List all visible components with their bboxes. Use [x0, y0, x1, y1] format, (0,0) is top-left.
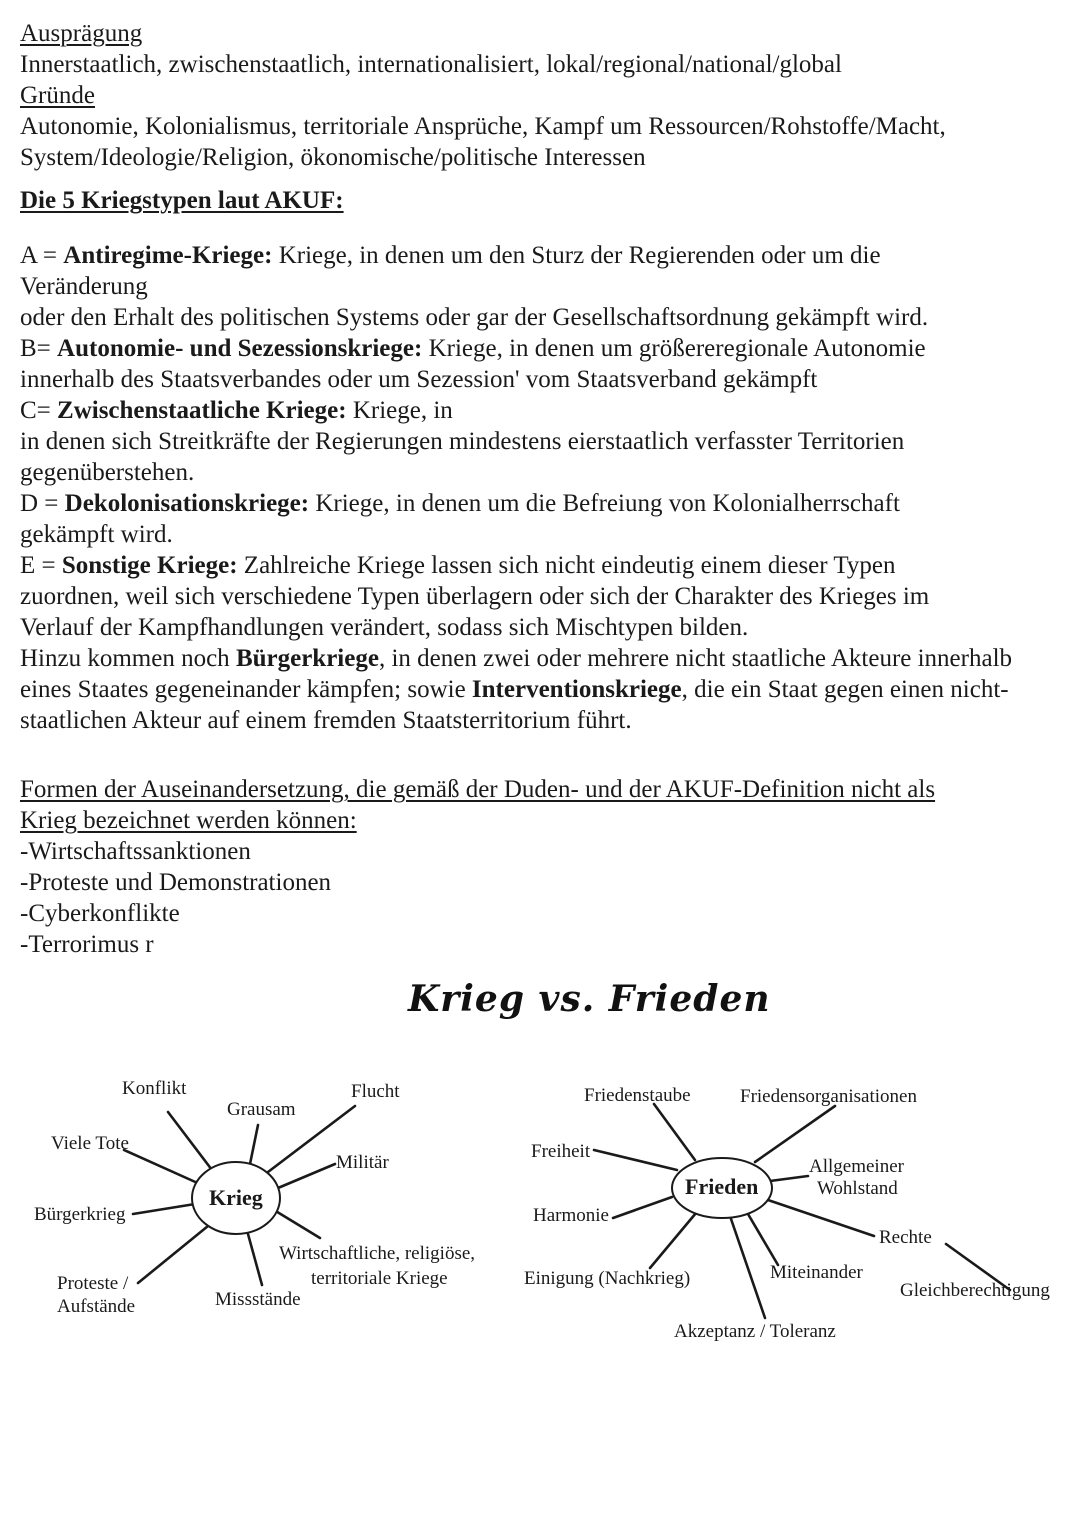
gruende-heading: Gründe	[20, 82, 95, 109]
frieden-label-allgemeiner-2: Wohlstand	[817, 1178, 898, 1199]
type-e-name: Sonstige Kriege:	[61, 552, 238, 579]
type-c-name: Zwischenstaatliche Kriege:	[57, 397, 347, 424]
frieden-spoke-friedensorganisationen	[755, 1106, 835, 1162]
krieg-spoke-viele-tote	[124, 1150, 202, 1185]
krieg-spoke-buergerkrieg	[133, 1204, 195, 1214]
krieg-spoke-proteste	[138, 1226, 208, 1283]
krieg-mindmap	[34, 1078, 475, 1317]
krieg-spoke-wirtschaftlich	[274, 1210, 320, 1238]
type-b-line-2: innerhalb des Staatsverbandes oder um Sezession' vom Staatsverband gekämpft	[20, 366, 818, 393]
gruende-line-1: Autonomie, Kolonialismus, territoriale Ansprüche, Kampf um Ressourcen/Rohstoffe/Macht,	[20, 113, 946, 140]
krieg-label-wirtschaftlich-2: territoriale Kriege	[311, 1268, 448, 1289]
type-a-line-2: Veränderung	[20, 273, 148, 300]
frieden-label-einigung: Einigung (Nachkrieg)	[524, 1268, 691, 1289]
type-d-prefix: D =	[20, 490, 65, 517]
type-a-prefix: A =	[20, 242, 64, 269]
frieden-label-friedenstaube: Friedenstaube	[584, 1085, 691, 1106]
extra-line-3: staatlichen Akteur auf einem fremden Staatsterritorium führt.	[20, 707, 632, 734]
extra-part-2: , in denen zwei oder mehrere nicht staatliche Akteure innerhalb	[378, 645, 1013, 672]
type-e-line-3: Verlauf der Kampfhandlungen verändert, sodass sich Mischtypen bilden.	[20, 614, 749, 641]
krieg-spoke-militaer	[278, 1164, 335, 1188]
type-e-desc-1: Zahlreiche Kriege lassen sich nicht eindeutig einem dieser Typen	[237, 552, 896, 579]
frieden-spoke-friedenstaube	[654, 1104, 695, 1160]
frieden-spoke-freiheit	[594, 1150, 677, 1170]
auspraegung-heading: Ausprägung	[20, 20, 143, 47]
frieden-label-akzeptanz: Akzeptanz / Toleranz	[674, 1321, 836, 1342]
type-c-desc-1: Kriege, in	[346, 397, 453, 424]
type-e-line-2: zuordnen, weil sich verschiedene Typen überlagern oder sich der Charakter des Krieges im	[20, 583, 930, 610]
extra-part-4: , die ein Staat gegen einen nicht-	[681, 676, 1009, 703]
krieg-label-flucht: Flucht	[351, 1081, 400, 1102]
formen-item: -Proteste und Demonstrationen	[20, 869, 332, 896]
frieden-label-friedensorganisationen: Friedensorganisationen	[740, 1086, 917, 1107]
frieden-label-miteinander: Miteinander	[770, 1262, 863, 1283]
krieg-spoke-grausam	[250, 1125, 258, 1164]
formen-item: -Wirtschaftssanktionen	[20, 838, 251, 865]
extra-part-3: eines Staates gegeneinander kämpfen; sowie	[20, 676, 472, 703]
frieden-spoke-einigung	[650, 1213, 696, 1268]
krieg-label-militaer: Militär	[336, 1152, 389, 1173]
type-c-prefix: C=	[20, 397, 58, 424]
type-a-name: Antiregime-Kriege:	[63, 242, 273, 269]
kriegstypen-heading: Die 5 Kriegstypen laut AKUF:	[20, 187, 344, 214]
krieg-label-proteste-1: Proteste /	[57, 1273, 129, 1294]
formen-item: -Cyberkonflikte	[20, 900, 180, 927]
extra-part-1: Hinzu kommen noch	[20, 645, 236, 672]
krieg-center-label: Krieg	[209, 1185, 263, 1210]
frieden-spoke-harmonie	[613, 1197, 672, 1218]
frieden-label-allgemeiner-1: Allgemeiner	[809, 1156, 904, 1177]
frieden-spoke-akzeptanz	[730, 1216, 765, 1318]
frieden-spoke-rechte	[768, 1200, 874, 1236]
type-a-line-3: oder den Erhalt des politischen Systems oder gar der Gesellschaftsordnung gekämpft wird.	[20, 304, 929, 331]
krieg-label-grausam: Grausam	[227, 1099, 296, 1120]
krieg-label-viele-tote: Viele Tote	[51, 1133, 129, 1154]
type-d-name: Dekolonisationskriege:	[64, 490, 310, 517]
krieg-label-buergerkrieg: Bürgerkrieg	[34, 1204, 126, 1225]
frieden-label-harmonie: Harmonie	[533, 1205, 609, 1226]
type-d-line-2: gekämpft wird.	[20, 521, 173, 548]
frieden-mindmap	[524, 1085, 1050, 1342]
krieg-label-proteste-2: Aufstände	[57, 1296, 136, 1317]
frieden-label-rechte: Rechte	[879, 1227, 932, 1248]
formen-heading-line-1: Formen der Auseinandersetzung, die gemäß der Duden- und der AKUF-Definition nicht als	[20, 776, 936, 803]
type-c-line-3: gegenüberstehen.	[20, 459, 195, 486]
krieg-label-missstaende: Missstände	[215, 1289, 301, 1310]
frieden-spoke-miteinander	[748, 1214, 778, 1265]
type-d-desc-1: Kriege, in denen um die Befreiung von Kolonialherrschaft	[309, 490, 900, 517]
frieden-label-gleichberechtigung: Gleichberechtigung	[900, 1280, 1050, 1301]
mindmap-title: Krieg vs. Frieden	[408, 978, 771, 1020]
frieden-center-label: Frieden	[685, 1174, 759, 1199]
krieg-spoke-konflikt	[168, 1112, 212, 1170]
gruende-line-2: System/Ideologie/Religion, ökonomische/politische Interessen	[20, 144, 646, 171]
type-b-desc-1: Kriege, in denen um größereregionale Autonomie	[422, 335, 926, 362]
krieg-label-konflikt: Konflikt	[122, 1078, 187, 1099]
extra-bold-interventionskriege: Interventionskriege	[471, 676, 682, 703]
frieden-spoke-allgemeiner	[770, 1176, 808, 1181]
krieg-label-wirtschaftlich-1: Wirtschaftliche, religiöse,	[279, 1243, 476, 1264]
type-b-prefix: B=	[20, 335, 58, 362]
type-b-name: Autonomie- und Sezessionskriege:	[57, 335, 423, 362]
krieg-spoke-missstaende	[248, 1234, 262, 1285]
formen-item: -Terrorimus r	[20, 931, 154, 958]
type-a-desc-1: Kriege, in denen um den Sturz der Regierenden oder um die	[272, 242, 881, 269]
type-c-line-2: in denen sich Streitkräfte der Regierungen mindestens eierstaatlich verfasster Territorien	[20, 428, 905, 455]
auspraegung-text: Innerstaatlich, zwischenstaatlich, internationalisiert, lokal/regional/national/global	[20, 51, 842, 78]
frieden-label-freiheit: Freiheit	[531, 1141, 591, 1162]
type-e-prefix: E =	[20, 552, 62, 579]
extra-bold-buergerkriege: Bürgerkriege	[235, 645, 379, 672]
formen-heading-line-2: Krieg bezeichnet werden können:	[20, 807, 357, 834]
